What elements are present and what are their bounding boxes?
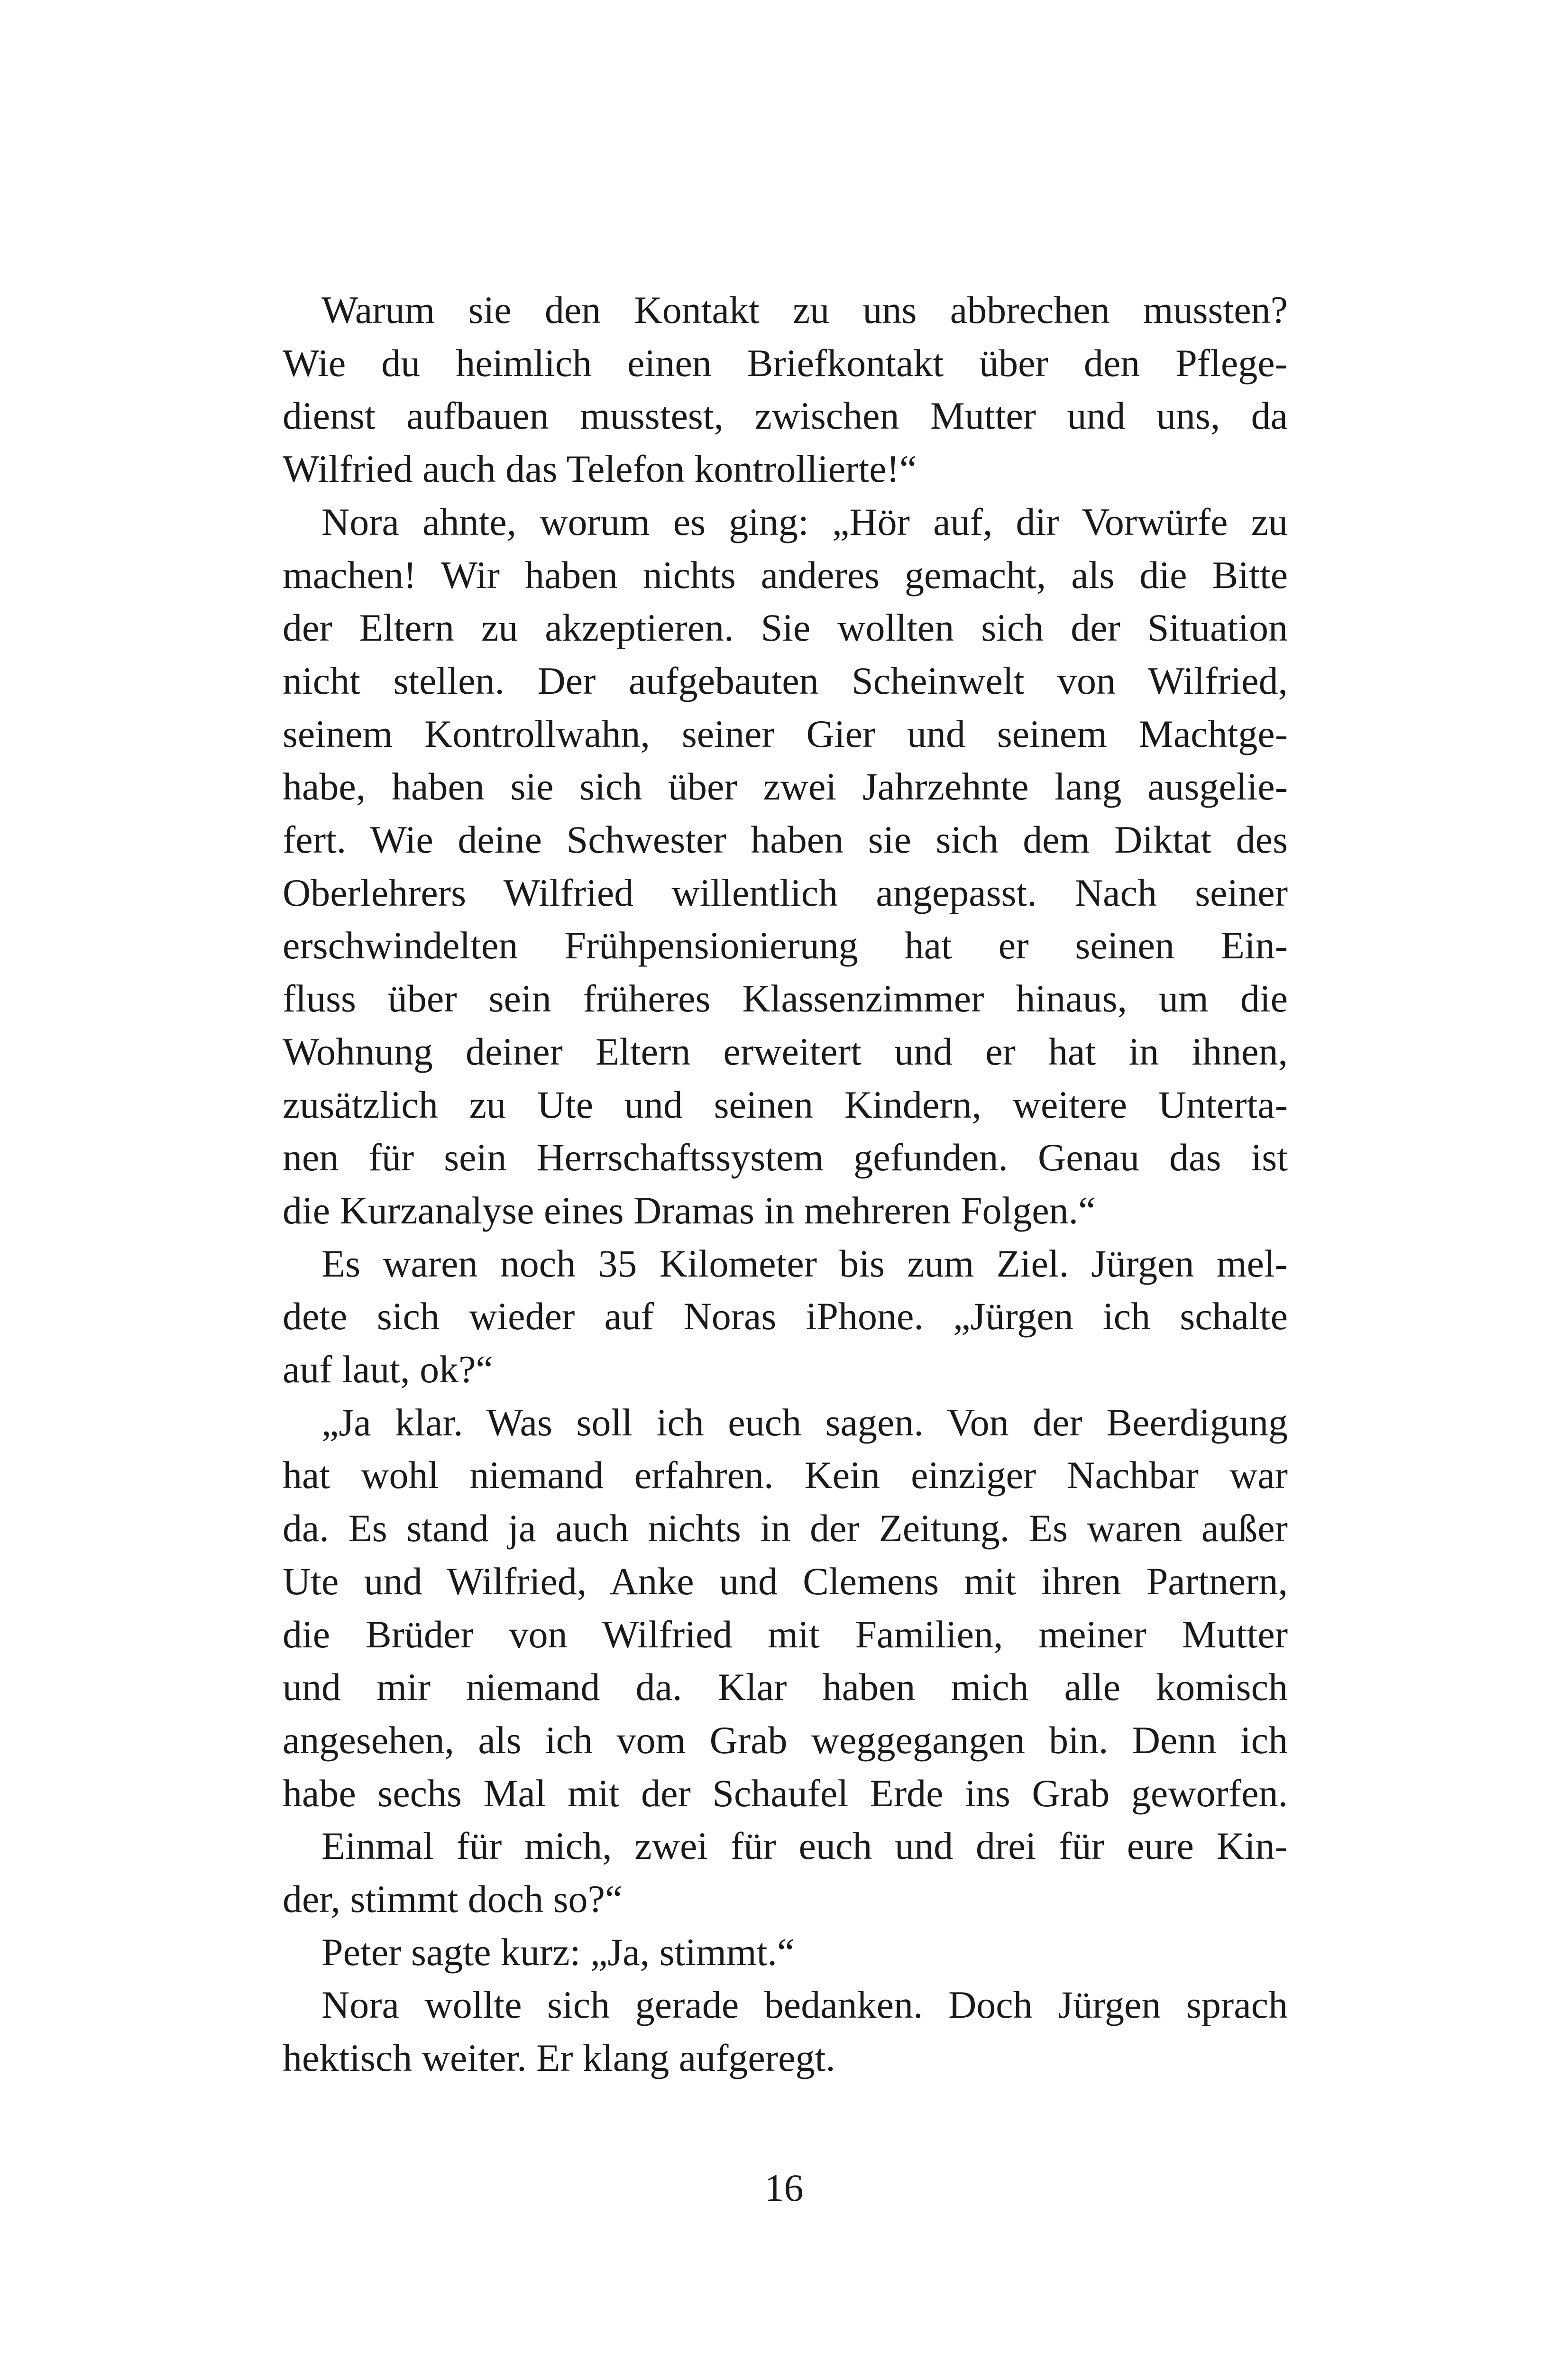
- text-line: fluss über sein früheres Klassenzimmer hinaus, um die: [283, 977, 1288, 1020]
- text-line: fert. Wie deine Schwester haben sie sich dem Diktat des: [283, 818, 1288, 861]
- text-line: der, stimmt doch so?“: [283, 1877, 623, 1921]
- text-line: der Eltern zu akzeptieren. Sie wollten sich der Situation: [283, 606, 1288, 649]
- text-line: die Brüder von Wilfried mit Familien, meiner Mutter: [283, 1613, 1288, 1656]
- text-line: und mir niemand da. Klar haben mich alle komisch: [283, 1665, 1288, 1709]
- text-line: dete sich wieder auf Noras iPhone. „Jürgen ich schalte: [283, 1295, 1288, 1338]
- text-line: erschwindelten Frühpensionierung hat er seinen Ein-: [283, 924, 1288, 967]
- text-line: Nora ahnte, worum es ging: „Hör auf, dir Vorwürfe zu: [321, 500, 1288, 543]
- text-line: nicht stellen. Der aufgebauten Scheinwelt von Wilfried,: [283, 659, 1288, 702]
- text-line: Einmal für mich, zwei für euch und drei für eure Kin-: [321, 1824, 1288, 1867]
- text-line: dienst aufbauen musstest, zwischen Mutter und uns, da: [283, 394, 1288, 437]
- text-line: die Kurzanalyse eines Dramas in mehreren Folgen.“: [283, 1189, 1096, 1232]
- text-line: Wohnung deiner Eltern erweitert und er hat in ihnen,: [283, 1030, 1288, 1073]
- text-line: hektisch weiter. Er klang aufgeregt.: [283, 2036, 835, 2079]
- text-line: Es waren noch 35 Kilometer bis zum Ziel. Jürgen mel-: [321, 1242, 1288, 1285]
- text-line: auf laut, ok?“: [283, 1348, 493, 1391]
- text-line: Warum sie den Kontakt zu uns abbrechen mussten?: [321, 288, 1288, 331]
- text-line: hat wohl niemand erfahren. Kein einziger Nachbar war: [283, 1453, 1288, 1497]
- text-line: habe, haben sie sich über zwei Jahrzehnte lang ausgelie-: [283, 765, 1288, 808]
- text-line: Nora wollte sich gerade bedanken. Doch Jürgen sprach: [321, 1983, 1288, 2026]
- text-line: Peter sagte kurz: „Ja, stimmt.“: [321, 1930, 795, 1974]
- text-line: nen für sein Herrschaftssystem gefunden. Genau das ist: [283, 1136, 1288, 1179]
- text-line: da. Es stand ja auch nichts in der Zeitung. Es waren außer: [283, 1507, 1288, 1550]
- text-line: Oberlehrers Wilfried willentlich angepasst. Nach seiner: [283, 871, 1288, 914]
- text-line: Ute und Wilfried, Anke und Clemens mit ihren Partnern,: [283, 1560, 1288, 1603]
- text-line: zusätzlich zu Ute und seinen Kindern, weitere Unterta-: [283, 1083, 1288, 1126]
- text-line: seinem Kontrollwahn, seiner Gier und seinem Machtge-: [283, 712, 1288, 755]
- text-line: Wilfried auch das Telefon kontrollierte!“: [283, 447, 917, 490]
- text-line: machen! Wir haben nichts anderes gemacht, als die Bitte: [283, 553, 1288, 597]
- page-number: 16: [764, 2166, 804, 2209]
- text-line: „Ja klar. Was soll ich euch sagen. Von der Beerdigung: [321, 1401, 1288, 1444]
- text-line: angesehen, als ich vom Grab weggegangen bin. Denn ich: [283, 1719, 1288, 1762]
- text-line: habe sechs Mal mit der Schaufel Erde ins Grab geworfen.: [283, 1772, 1288, 1815]
- text-line: Wie du heimlich einen Briefkontakt über den Pflege-: [283, 341, 1288, 385]
